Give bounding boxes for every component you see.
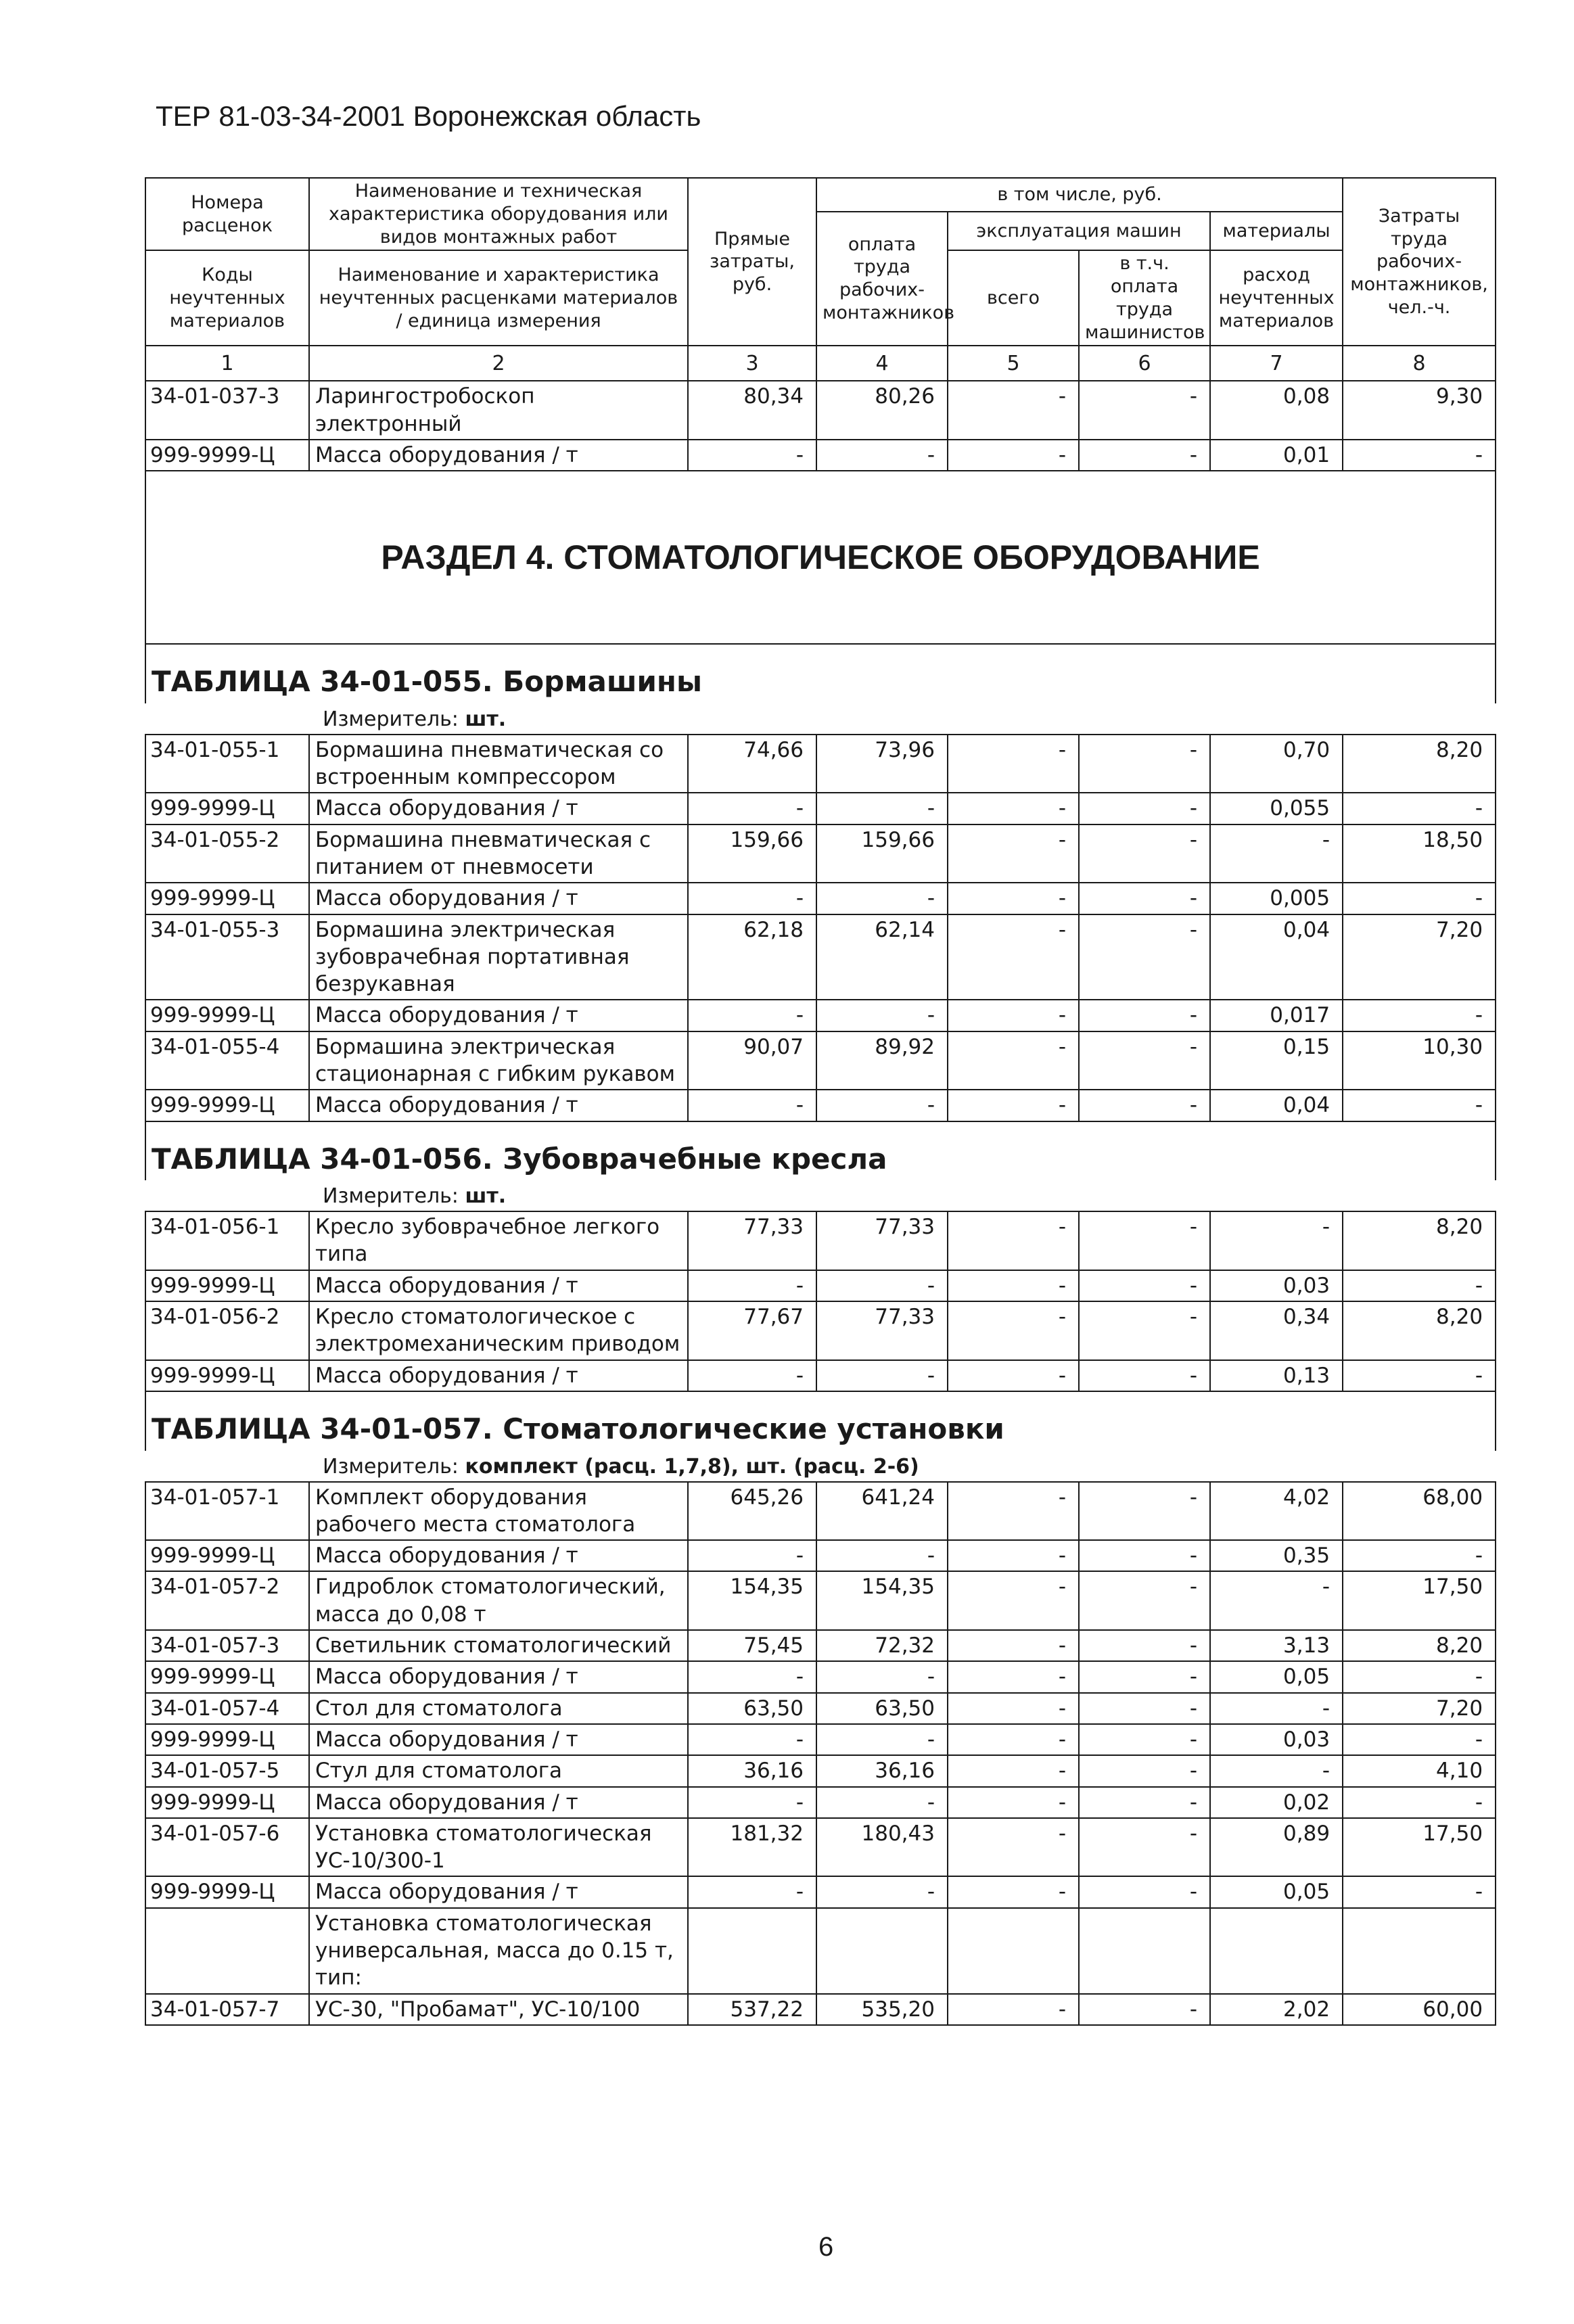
rate-code: 34-01-055-2 bbox=[145, 824, 309, 883]
rate-code: 34-01-055-1 bbox=[145, 735, 309, 793]
table-heading-row bbox=[145, 1121, 1496, 1181]
value-c8: - bbox=[1343, 1661, 1496, 1692]
value-c5: - bbox=[948, 793, 1079, 824]
item-name: Масса оборудования / т bbox=[309, 1724, 688, 1755]
value-c3: 36,16 bbox=[688, 1755, 816, 1786]
item-name: Гидроблок стоматологический, масса до 0,08 т bbox=[309, 1571, 688, 1630]
value-c7: 2,02 bbox=[1210, 1994, 1343, 2025]
value-c7: - bbox=[1210, 1211, 1343, 1270]
price-table bbox=[145, 177, 1496, 2026]
mass-row bbox=[145, 440, 1496, 471]
value-c4: - bbox=[816, 440, 948, 471]
table-heading-row bbox=[145, 1391, 1496, 1451]
value-c4: 535,20 bbox=[816, 1994, 948, 2025]
value-c7: 0,89 bbox=[1210, 1818, 1343, 1877]
mass-row bbox=[145, 1876, 1496, 1907]
rate-row bbox=[145, 824, 1496, 883]
unit-value: шт. bbox=[465, 707, 507, 731]
value-c6: - bbox=[1079, 1724, 1210, 1755]
value-c8: 17,50 bbox=[1343, 1571, 1496, 1630]
material-code: 999-9999-Ц bbox=[145, 1090, 309, 1121]
item-name: Установка стоматологическая УС-10/300-1 bbox=[309, 1818, 688, 1877]
material-code: 999-9999-Ц bbox=[145, 440, 309, 471]
header-material-codes: Коды неучтенных материалов bbox=[145, 250, 309, 346]
value-c5: - bbox=[948, 883, 1079, 914]
value-c3: 62,18 bbox=[688, 914, 816, 1000]
value-c7: 0,15 bbox=[1210, 1031, 1343, 1090]
value-c3: 181,32 bbox=[688, 1818, 816, 1877]
value-c8: 17,50 bbox=[1343, 1818, 1496, 1877]
value-c7: 4,02 bbox=[1210, 1482, 1343, 1541]
value-c6: - bbox=[1079, 1540, 1210, 1571]
mass-row bbox=[145, 1270, 1496, 1301]
value-c8: - bbox=[1343, 1876, 1496, 1907]
value-c6: - bbox=[1079, 1031, 1210, 1090]
rate-code: 34-01-057-3 bbox=[145, 1630, 309, 1661]
value-c4: - bbox=[816, 1090, 948, 1121]
value-c4: - bbox=[816, 793, 948, 824]
item-name: Светильник стоматологический bbox=[309, 1630, 688, 1661]
material-code: 999-9999-Ц bbox=[145, 1787, 309, 1818]
unit-label: Измеритель: bbox=[323, 1184, 465, 1209]
value-c7: 0,13 bbox=[1210, 1360, 1343, 1391]
value-c7: 0,04 bbox=[1210, 914, 1343, 1000]
value-c4: - bbox=[816, 1724, 948, 1755]
value-c4: 159,66 bbox=[816, 824, 948, 883]
value-c7: 0,01 bbox=[1210, 440, 1343, 471]
value-c4: - bbox=[816, 1540, 948, 1571]
value-c8: - bbox=[1343, 1724, 1496, 1755]
item-name: Комплект оборудования рабочего места стоматолога bbox=[309, 1482, 688, 1541]
value-c3: - bbox=[688, 1090, 816, 1121]
value-c8: 8,20 bbox=[1343, 1630, 1496, 1661]
value-c7: 0,04 bbox=[1210, 1090, 1343, 1121]
header-materials: материалы bbox=[1210, 212, 1343, 250]
value-c6: - bbox=[1079, 824, 1210, 883]
value-c7: 0,03 bbox=[1210, 1270, 1343, 1301]
value-c6: - bbox=[1079, 1571, 1210, 1630]
value-c4: - bbox=[816, 1360, 948, 1391]
rate-row bbox=[145, 1571, 1496, 1630]
value-c5: - bbox=[948, 1482, 1079, 1541]
value-c6: - bbox=[1079, 1000, 1210, 1031]
value-c5: - bbox=[948, 1301, 1079, 1360]
value-c5: - bbox=[948, 1724, 1079, 1755]
mass-row bbox=[145, 793, 1496, 824]
value-c6: - bbox=[1079, 1482, 1210, 1541]
material-code: 999-9999-Ц bbox=[145, 1540, 309, 1571]
value-c8: 8,20 bbox=[1343, 735, 1496, 793]
header-direct-costs: Прямые затраты, руб. bbox=[688, 178, 816, 346]
item-name: Масса оборудования / т bbox=[309, 1360, 688, 1391]
value-c5: - bbox=[948, 1661, 1079, 1692]
value-c7: 0,02 bbox=[1210, 1787, 1343, 1818]
value-c6: - bbox=[1079, 1090, 1210, 1121]
value-c5: - bbox=[948, 1693, 1079, 1724]
header-labor-costs: Затраты труда рабочих-монтажников, чел.-ч. bbox=[1343, 178, 1496, 346]
group-empty bbox=[688, 1908, 816, 1994]
value-c4: - bbox=[816, 1876, 948, 1907]
column-number: 2 bbox=[309, 346, 688, 381]
value-c5: - bbox=[948, 381, 1079, 440]
value-c3: 154,35 bbox=[688, 1571, 816, 1630]
value-c6: - bbox=[1079, 914, 1210, 1000]
value-c4: 641,24 bbox=[816, 1482, 948, 1541]
unit-line bbox=[145, 703, 1496, 735]
item-name: Бормашина электрическая стационарная с гибким рукавом bbox=[309, 1031, 688, 1090]
value-c8: 7,20 bbox=[1343, 914, 1496, 1000]
value-c7: - bbox=[1210, 1693, 1343, 1724]
header-material-use: расход неучтенных материалов bbox=[1210, 250, 1343, 346]
rate-code: 34-01-057-6 bbox=[145, 1818, 309, 1877]
value-c5: - bbox=[948, 1818, 1079, 1877]
value-c8: 9,30 bbox=[1343, 381, 1496, 440]
group-code bbox=[145, 1908, 309, 1994]
rate-row bbox=[145, 1818, 1496, 1877]
value-c7: - bbox=[1210, 1571, 1343, 1630]
unit-line bbox=[145, 1451, 1496, 1482]
value-c7: 0,08 bbox=[1210, 381, 1343, 440]
rate-code: 34-01-037-3 bbox=[145, 381, 309, 440]
value-c5: - bbox=[948, 1755, 1079, 1786]
value-c3: - bbox=[688, 440, 816, 471]
value-c7: 3,13 bbox=[1210, 1630, 1343, 1661]
item-name: Масса оборудования / т bbox=[309, 1090, 688, 1121]
value-c3: - bbox=[688, 1000, 816, 1031]
value-c8: 7,20 bbox=[1343, 1693, 1496, 1724]
value-c6: - bbox=[1079, 381, 1210, 440]
item-name: УС-30, "Пробамат", УС-10/100 bbox=[309, 1994, 688, 2025]
value-c6: - bbox=[1079, 1994, 1210, 2025]
value-c7: 0,35 bbox=[1210, 1540, 1343, 1571]
value-c7: 0,03 bbox=[1210, 1724, 1343, 1755]
value-c8: - bbox=[1343, 1540, 1496, 1571]
rate-code: 34-01-057-5 bbox=[145, 1755, 309, 1786]
header-machines-total: всего bbox=[948, 250, 1079, 346]
item-name: Бормашина электрическая зубоврачебная портативная безрукавная bbox=[309, 914, 688, 1000]
item-name: Масса оборудования / т bbox=[309, 1661, 688, 1692]
value-c3: 90,07 bbox=[688, 1031, 816, 1090]
rate-code: 34-01-057-4 bbox=[145, 1693, 309, 1724]
value-c4: 72,32 bbox=[816, 1630, 948, 1661]
unit-line bbox=[145, 1180, 1496, 1211]
value-c6: - bbox=[1079, 735, 1210, 793]
value-c8: 10,30 bbox=[1343, 1031, 1496, 1090]
value-c3: 74,66 bbox=[688, 735, 816, 793]
value-c6: - bbox=[1079, 1301, 1210, 1360]
mass-row bbox=[145, 883, 1496, 914]
item-name: Стол для стоматолога bbox=[309, 1693, 688, 1724]
item-name: Масса оборудования / т bbox=[309, 793, 688, 824]
value-c3: 645,26 bbox=[688, 1482, 816, 1541]
running-head: ТЕР 81-03-34-2001 Воронежская область bbox=[156, 100, 701, 132]
group-empty bbox=[1079, 1908, 1210, 1994]
value-c3: - bbox=[688, 1360, 816, 1391]
value-c6: - bbox=[1079, 440, 1210, 471]
column-number: 7 bbox=[1210, 346, 1343, 381]
rate-row bbox=[145, 381, 1496, 440]
value-c6: - bbox=[1079, 1360, 1210, 1391]
value-c6: - bbox=[1079, 1876, 1210, 1907]
value-c5: - bbox=[948, 1994, 1079, 2025]
header-worker-pay: оплата труда рабочих-монтажников bbox=[816, 212, 948, 346]
group-empty bbox=[1343, 1908, 1496, 1994]
value-c7: 0,005 bbox=[1210, 883, 1343, 914]
value-c8: - bbox=[1343, 883, 1496, 914]
item-name: Масса оборудования / т bbox=[309, 1876, 688, 1907]
item-name: Масса оборудования / т bbox=[309, 1540, 688, 1571]
value-c3: - bbox=[688, 1661, 816, 1692]
column-number: 6 bbox=[1079, 346, 1210, 381]
value-c5: - bbox=[948, 1270, 1079, 1301]
value-c4: 77,33 bbox=[816, 1211, 948, 1270]
mass-row bbox=[145, 1090, 1496, 1121]
material-code: 999-9999-Ц bbox=[145, 1661, 309, 1692]
value-c6: - bbox=[1079, 1755, 1210, 1786]
value-c4: 36,16 bbox=[816, 1755, 948, 1786]
value-c6: - bbox=[1079, 1787, 1210, 1818]
value-c8: - bbox=[1343, 1270, 1496, 1301]
item-name: Бормашина пневматическая со встроенным компрессором bbox=[309, 735, 688, 793]
value-c3: 80,34 bbox=[688, 381, 816, 440]
value-c4: 80,26 bbox=[816, 381, 948, 440]
value-c3: 537,22 bbox=[688, 1994, 816, 2025]
value-c5: - bbox=[948, 1000, 1079, 1031]
value-c4: - bbox=[816, 1661, 948, 1692]
value-c4: - bbox=[816, 883, 948, 914]
column-numbers-row bbox=[145, 346, 1496, 381]
table-header bbox=[145, 178, 1496, 381]
value-c4: - bbox=[816, 1000, 948, 1031]
value-c5: - bbox=[948, 1360, 1079, 1391]
rate-code: 34-01-055-4 bbox=[145, 1031, 309, 1090]
value-c4: 154,35 bbox=[816, 1571, 948, 1630]
value-c8: 4,10 bbox=[1343, 1755, 1496, 1786]
value-c4: 77,33 bbox=[816, 1301, 948, 1360]
unit-label: Измеритель: bbox=[323, 707, 465, 731]
value-c7: 0,34 bbox=[1210, 1301, 1343, 1360]
value-c4: 63,50 bbox=[816, 1693, 948, 1724]
value-c8: 68,00 bbox=[1343, 1482, 1496, 1541]
rate-row bbox=[145, 914, 1496, 1000]
rate-code: 34-01-056-2 bbox=[145, 1301, 309, 1360]
column-number: 4 bbox=[816, 346, 948, 381]
mass-row bbox=[145, 1360, 1496, 1391]
rate-row bbox=[145, 1630, 1496, 1661]
group-text: Установка стоматологическая универсальная, масса до 0.15 т, тип: bbox=[309, 1908, 688, 1994]
value-c5: - bbox=[948, 1571, 1079, 1630]
value-c6: - bbox=[1079, 883, 1210, 914]
value-c5: - bbox=[948, 824, 1079, 883]
value-c5: - bbox=[948, 1787, 1079, 1818]
value-c8: 8,20 bbox=[1343, 1301, 1496, 1360]
value-c3: - bbox=[688, 1876, 816, 1907]
value-c5: - bbox=[948, 440, 1079, 471]
column-number: 5 bbox=[948, 346, 1079, 381]
value-c5: - bbox=[948, 735, 1079, 793]
unit-row bbox=[145, 1451, 1496, 1482]
table-heading: ТАБЛИЦА 34-01-056. Зубоврачебные кресла bbox=[145, 1121, 1496, 1181]
unit-value: комплект (расц. 1,7,8), шт. (расц. 2-6) bbox=[465, 1454, 919, 1479]
rate-code: 34-01-057-7 bbox=[145, 1994, 309, 2025]
value-c6: - bbox=[1079, 1661, 1210, 1692]
value-c6: - bbox=[1079, 1211, 1210, 1270]
value-c3: 63,50 bbox=[688, 1693, 816, 1724]
column-number: 3 bbox=[688, 346, 816, 381]
material-code: 999-9999-Ц bbox=[145, 793, 309, 824]
value-c8: - bbox=[1343, 440, 1496, 471]
value-c5: - bbox=[948, 914, 1079, 1000]
column-number: 1 bbox=[145, 346, 309, 381]
value-c8: - bbox=[1343, 1000, 1496, 1031]
mass-row bbox=[145, 1661, 1496, 1692]
value-c3: 75,45 bbox=[688, 1630, 816, 1661]
value-c4: 89,92 bbox=[816, 1031, 948, 1090]
material-code: 999-9999-Ц bbox=[145, 1360, 309, 1391]
unit-value: шт. bbox=[465, 1184, 507, 1209]
value-c4: 62,14 bbox=[816, 914, 948, 1000]
item-name: Масса оборудования / т bbox=[309, 883, 688, 914]
header-material-names: Наименование и характеристика неучтенных расценками материалов / единица измерения bbox=[309, 250, 688, 346]
value-c5: - bbox=[948, 1031, 1079, 1090]
value-c4: - bbox=[816, 1270, 948, 1301]
value-c3: - bbox=[688, 793, 816, 824]
value-c3: - bbox=[688, 883, 816, 914]
value-c3: - bbox=[688, 1270, 816, 1301]
mass-row bbox=[145, 1724, 1496, 1755]
item-name: Ларингостробоскоп электронный bbox=[309, 381, 688, 440]
value-c3: 159,66 bbox=[688, 824, 816, 883]
value-c4: - bbox=[816, 1787, 948, 1818]
item-name: Масса оборудования / т bbox=[309, 440, 688, 471]
value-c6: - bbox=[1079, 1630, 1210, 1661]
table-body bbox=[145, 381, 1496, 2025]
value-c3: - bbox=[688, 1540, 816, 1571]
group-empty bbox=[948, 1908, 1079, 1994]
value-c8: - bbox=[1343, 793, 1496, 824]
rate-row bbox=[145, 1031, 1496, 1090]
value-c4: 180,43 bbox=[816, 1818, 948, 1877]
value-c8: 60,00 bbox=[1343, 1994, 1496, 2025]
mass-row bbox=[145, 1787, 1496, 1818]
rate-row bbox=[145, 1693, 1496, 1724]
value-c6: - bbox=[1079, 793, 1210, 824]
value-c7: 0,055 bbox=[1210, 793, 1343, 824]
value-c7: 0,05 bbox=[1210, 1876, 1343, 1907]
rate-row bbox=[145, 1211, 1496, 1270]
value-c7: 0,70 bbox=[1210, 735, 1343, 793]
section-title: РАЗДЕЛ 4. СТОМАТОЛОГИЧЕСКОЕ ОБОРУДОВАНИЕ bbox=[145, 471, 1496, 644]
rate-row bbox=[145, 735, 1496, 793]
item-name: Стул для стоматолога bbox=[309, 1755, 688, 1786]
rate-row bbox=[145, 1994, 1496, 2025]
value-c3: 77,33 bbox=[688, 1211, 816, 1270]
item-name: Кресло стоматологическое с электромеханическим приводом bbox=[309, 1301, 688, 1360]
value-c5: - bbox=[948, 1090, 1079, 1121]
value-c7: - bbox=[1210, 824, 1343, 883]
value-c6: - bbox=[1079, 1270, 1210, 1301]
header-operator-pay: в т.ч. оплата труда машинистов bbox=[1079, 250, 1210, 346]
value-c4: 73,96 bbox=[816, 735, 948, 793]
unit-row bbox=[145, 1180, 1496, 1211]
value-c7: 0,05 bbox=[1210, 1661, 1343, 1692]
unit-label: Измеритель: bbox=[323, 1454, 465, 1479]
rate-code: 34-01-055-3 bbox=[145, 914, 309, 1000]
group-empty bbox=[816, 1908, 948, 1994]
value-c7: 0,017 bbox=[1210, 1000, 1343, 1031]
item-name: Масса оборудования / т bbox=[309, 1270, 688, 1301]
group-row bbox=[145, 1908, 1496, 1994]
value-c5: - bbox=[948, 1630, 1079, 1661]
header-work-name: Наименование и техническая характеристика оборудования или видов монтажных работ bbox=[309, 178, 688, 250]
page-number: 6 bbox=[818, 2232, 834, 2262]
column-number: 8 bbox=[1343, 346, 1496, 381]
value-c8: 18,50 bbox=[1343, 824, 1496, 883]
value-c5: - bbox=[948, 1876, 1079, 1907]
rate-row bbox=[145, 1755, 1496, 1786]
material-code: 999-9999-Ц bbox=[145, 1724, 309, 1755]
item-name: Кресло зубоврачебное легкого типа bbox=[309, 1211, 688, 1270]
material-code: 999-9999-Ц bbox=[145, 1000, 309, 1031]
value-c8: 8,20 bbox=[1343, 1211, 1496, 1270]
unit-row bbox=[145, 703, 1496, 735]
item-name: Масса оборудования / т bbox=[309, 1787, 688, 1818]
table-heading: ТАБЛИЦА 34-01-057. Стоматологические установки bbox=[145, 1391, 1496, 1451]
header-rate-numbers: Номера расценок bbox=[145, 178, 309, 250]
table-heading: ТАБЛИЦА 34-01-055. Бормашины bbox=[145, 644, 1496, 703]
value-c3: 77,67 bbox=[688, 1301, 816, 1360]
item-name: Масса оборудования / т bbox=[309, 1000, 688, 1031]
value-c8: - bbox=[1343, 1787, 1496, 1818]
material-code: 999-9999-Ц bbox=[145, 1270, 309, 1301]
rate-row bbox=[145, 1482, 1496, 1541]
value-c8: - bbox=[1343, 1360, 1496, 1391]
rate-code: 34-01-057-2 bbox=[145, 1571, 309, 1630]
value-c3: - bbox=[688, 1787, 816, 1818]
value-c7: - bbox=[1210, 1755, 1343, 1786]
table-heading-row bbox=[145, 644, 1496, 703]
value-c5: - bbox=[948, 1211, 1079, 1270]
material-code: 999-9999-Ц bbox=[145, 883, 309, 914]
mass-row bbox=[145, 1000, 1496, 1031]
item-name: Бормашина пневматическая с питанием от пневмосети bbox=[309, 824, 688, 883]
value-c6: - bbox=[1079, 1818, 1210, 1877]
value-c8: - bbox=[1343, 1090, 1496, 1121]
value-c5: - bbox=[948, 1540, 1079, 1571]
group-empty bbox=[1210, 1908, 1343, 1994]
rate-code: 34-01-056-1 bbox=[145, 1211, 309, 1270]
material-code: 999-9999-Ц bbox=[145, 1876, 309, 1907]
value-c6: - bbox=[1079, 1693, 1210, 1724]
value-c3: - bbox=[688, 1724, 816, 1755]
mass-row bbox=[145, 1540, 1496, 1571]
rate-row bbox=[145, 1301, 1496, 1360]
header-machines: эксплуатация машин bbox=[948, 212, 1210, 250]
rate-code: 34-01-057-1 bbox=[145, 1482, 309, 1541]
header-including: в том числе, руб. bbox=[816, 178, 1343, 212]
section-row bbox=[145, 471, 1496, 644]
